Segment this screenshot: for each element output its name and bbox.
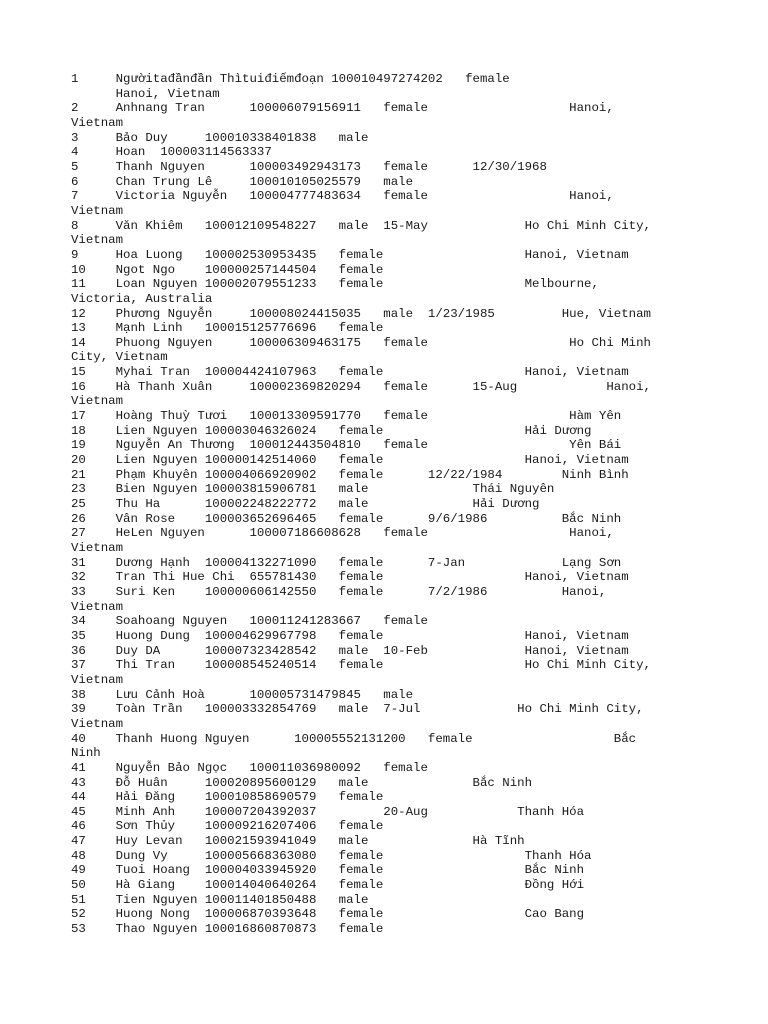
record-line: 35 Huong Dung 100004629967798 female Hanoi, Vietnam bbox=[71, 628, 629, 643]
record-line: 39 Toàn Trần 100003332854769 male 7-Jul Ho Chi Minh City, Vietnam bbox=[71, 702, 644, 731]
record-line: 31 Dương Hạnh 100004132271090 female 7-Jan Lạng Sơn bbox=[71, 555, 622, 570]
record-line: 53 Thao Nguyen 100016860870873 female bbox=[71, 922, 384, 937]
record-line: 10 Ngot Ngo 100000257144504 female bbox=[71, 262, 384, 277]
record-line: 36 Duy DA 100007323428542 male 10-Feb Hanoi, Vietnam bbox=[71, 643, 629, 658]
record-line: 25 Thu Ha 100002248222772 male Hải Dương bbox=[71, 497, 540, 512]
record-line: 50 Hà Giang 100014040640264 female Đồng Hới bbox=[71, 878, 585, 893]
record-line: 5 Thanh Nguyen 100003492943173 female 12/30/1968 bbox=[71, 159, 547, 174]
record-line: 46 Sơn Thủy 100009216207406 female bbox=[71, 819, 384, 834]
record-line: 34 Soahoang Nguyen 100011241283667 female bbox=[71, 614, 428, 629]
record-line: 7 Victoria Nguyễn 100004777483634 female Hanoi, Vietnam bbox=[71, 189, 614, 218]
record-line: 16 Hà Thanh Xuân 100002369820294 female 15-Aug Hanoi, Vietnam bbox=[71, 379, 651, 409]
record-line: 14 Phuong Nguyen 100006309463175 female Ho Chi Minh City, Vietnam bbox=[71, 335, 651, 365]
record-line: 37 Thi Tran 100008545240514 female Ho Chi Minh City, Vietnam bbox=[71, 658, 651, 687]
record-line: 23 Bien Nguyen 100003815906781 male Thái Nguyên bbox=[71, 482, 555, 497]
record-line: 48 Dung Vy 100005668363080 female Thanh Hóa bbox=[71, 848, 592, 863]
record-line: 12 Phương Nguyễn 100008024415035 male 1/23/1985 Hue, Vietnam bbox=[71, 306, 651, 321]
record-line: 38 Lưu Cảnh Hoà 100005731479845 male bbox=[71, 687, 414, 702]
record-line: 4 Hoan 100003114563337 bbox=[71, 145, 272, 160]
record-line: 11 Loan Nguyen 100002079551233 female Melbourne, Victoria, Australia bbox=[71, 277, 599, 306]
record-line: 18 Lien Nguyen 100003046326024 female Hải Dương bbox=[71, 423, 592, 438]
record-line: 15 Myhai Tran 100004424107963 female Hanoi, Vietnam bbox=[71, 365, 629, 380]
record-line: 41 Nguyễn Bảo Ngọc 100011036980092 female bbox=[71, 760, 428, 775]
record-line: 27 HeLen Nguyen 100007186608628 female Hanoi, Vietnam bbox=[71, 526, 614, 555]
record-line: 33 Suri Ken 100000606142550 female 7/2/1986 Hanoi, Vietnam bbox=[71, 584, 607, 614]
record-line: 3 Bảo Duy 100010338401838 male bbox=[71, 130, 369, 145]
record-line: 6 Chan Trung Lê 100010105025579 male bbox=[71, 174, 414, 189]
record-line: 52 Huong Nong 100006870393648 female Cao Bang bbox=[71, 907, 585, 922]
record-line: 19 Nguyễn An Thương 100012443504810 female Yên Bái bbox=[71, 438, 622, 453]
record-line: 13 Mạnh Linh 100015125776696 female bbox=[71, 321, 384, 336]
record-line: 8 Văn Khiêm 100012109548227 male 15-May Ho Chi Minh City, Vietnam bbox=[71, 218, 651, 248]
document-body bbox=[71, 72, 711, 937]
record-line: 21 Phạm Khuyên 100004066920902 female 12/22/1984 Ninh Bình bbox=[71, 467, 629, 482]
record-line: 49 Tuoi Hoang 100004033945920 female Bắc Ninh bbox=[71, 863, 585, 878]
record-line: 45 Minh Anh 100007204392037 20-Aug Thanh Hóa bbox=[71, 804, 585, 819]
record-line: 20 Lien Nguyen 100000142514060 female Hanoi, Vietnam bbox=[71, 453, 629, 468]
record-line: 47 Huy Levan 100021593941049 male Hà Tĩnh bbox=[71, 834, 525, 849]
record-line: 32 Tran Thi Hue Chi 655781430 female Hanoi, Vietnam bbox=[71, 570, 629, 585]
record-line: 17 Hoàng Thuỳ Tươi 100013309591770 female Hàm Yên bbox=[71, 409, 622, 424]
record-line: 44 Hải Đăng 100010858690579 female bbox=[71, 790, 384, 805]
record-line: 26 Vân Rose 100003652696465 female 9/6/1986 Bắc Ninh bbox=[71, 511, 622, 526]
record-line: 1 Ngườitađầnđần Thìtuiđiếmđoạn 100010497274202 female Hanoi, Vietnam bbox=[71, 72, 510, 101]
record-line: 43 Đỗ Huân 100020895600129 male Bắc Ninh bbox=[71, 775, 533, 790]
record-line: 9 Hoa Luong 100002530953435 female Hanoi, Vietnam bbox=[71, 247, 629, 262]
record-line: 40 Thanh Huong Nguyen 100005552131200 female Bắc Ninh bbox=[71, 731, 637, 761]
record-line: 2 Anhnang Tran 100006079156911 female Hanoi, Vietnam bbox=[71, 101, 614, 130]
record-line: 51 Tien Nguyen 100011401850488 male bbox=[71, 892, 369, 907]
